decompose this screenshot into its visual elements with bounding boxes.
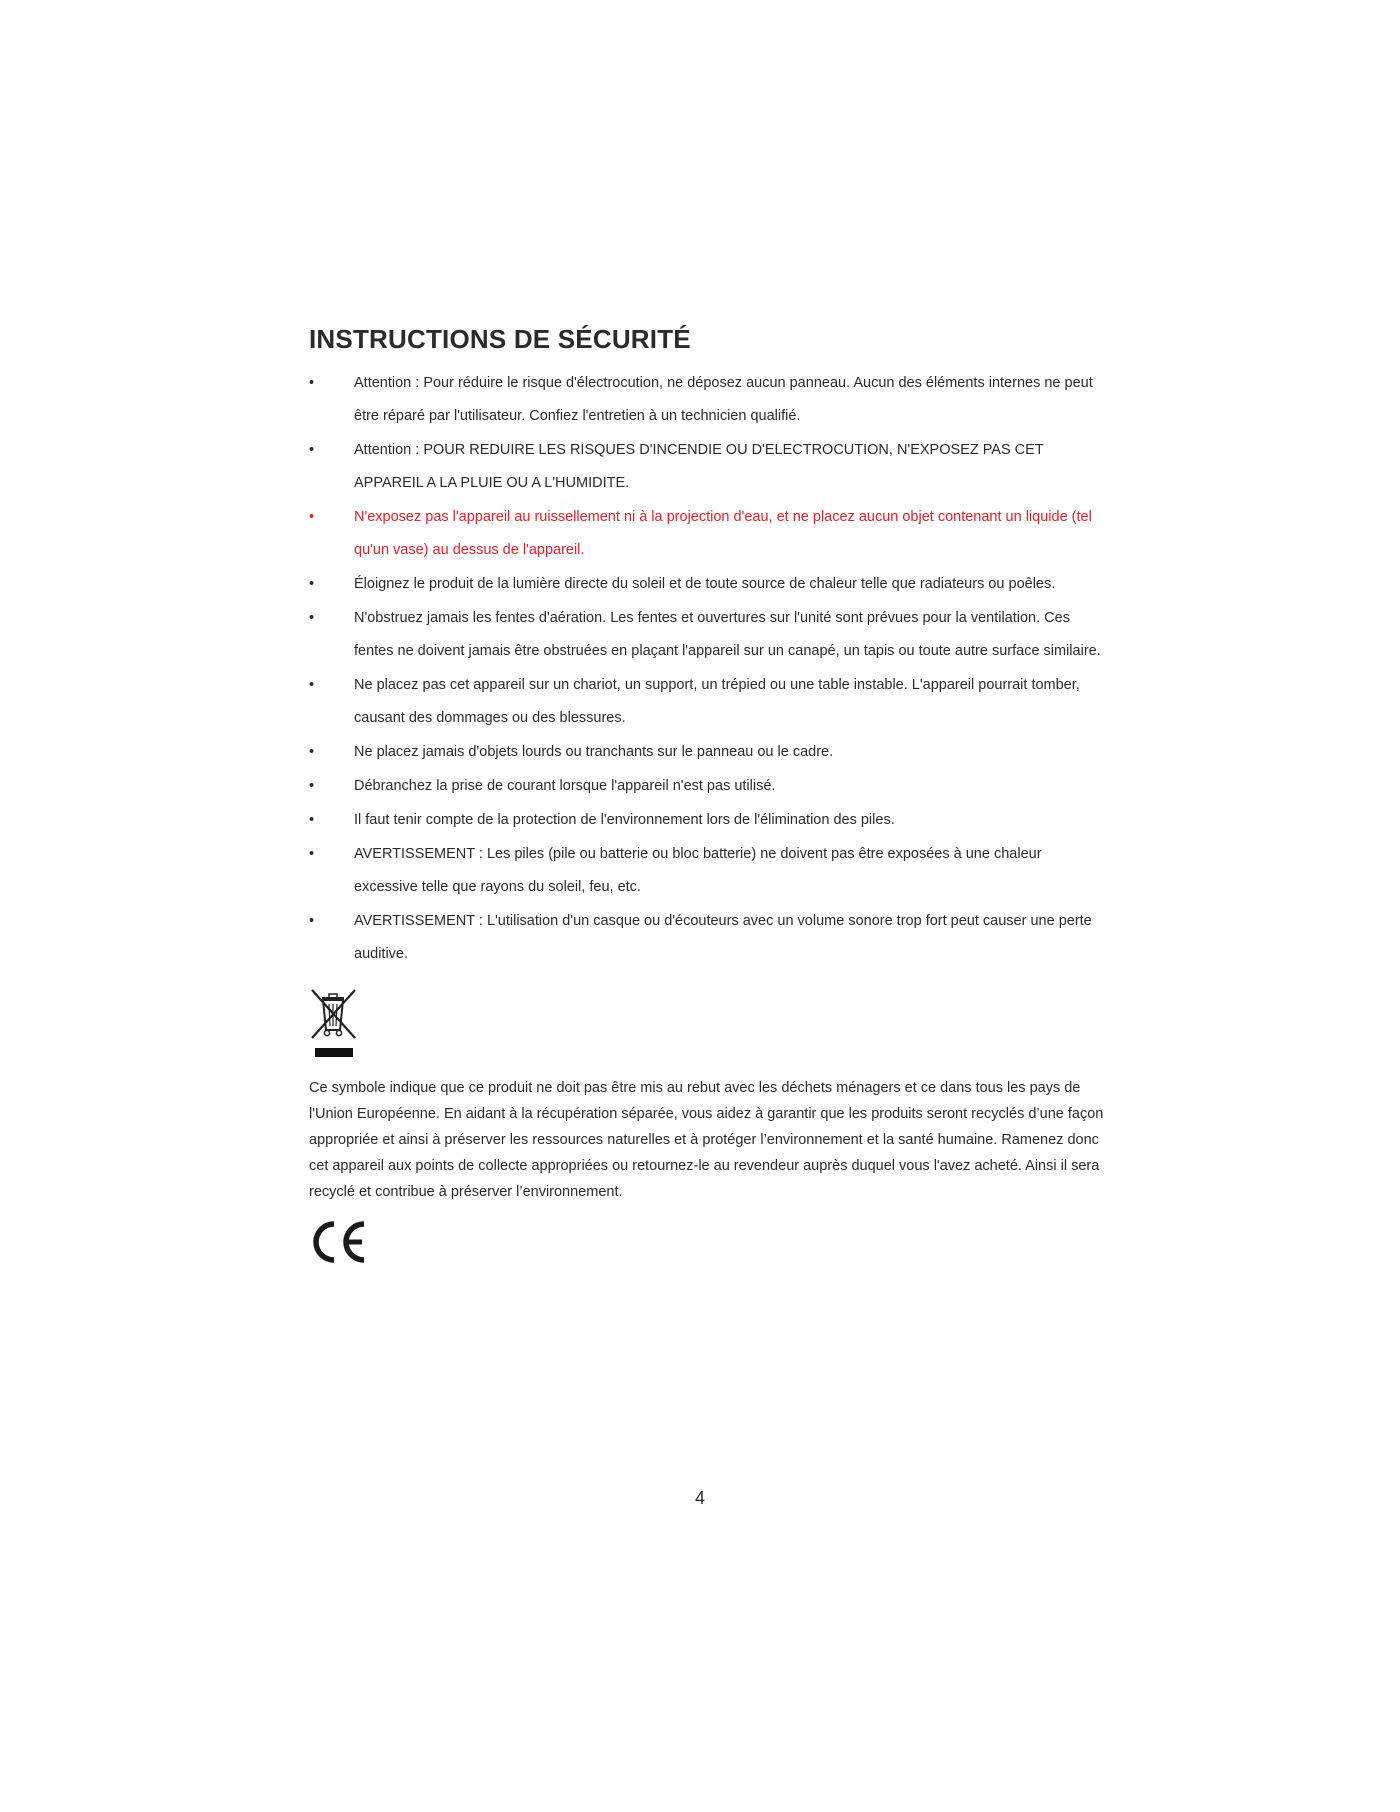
safety-section xyxy=(309,324,1104,1264)
bullet-icon: • xyxy=(309,442,315,458)
instruction-item xyxy=(309,434,1104,500)
instruction-text: Attention : Pour réduire le risque d'électrocution, ne déposez aucun panneau. Aucun des éléments internes ne peut être réparé par l'utilisateur. Confiez l'entretien à un technicien qualifié. xyxy=(354,375,1093,424)
instruction-item xyxy=(309,838,1104,904)
bullet-icon: • xyxy=(309,375,315,391)
bullet-icon: • xyxy=(309,509,315,525)
instruction-item xyxy=(309,770,1104,803)
instruction-item xyxy=(309,568,1104,601)
instruction-item xyxy=(309,669,1104,735)
bullet-icon: • xyxy=(309,812,315,828)
instruction-text: Il faut tenir compte de la protection de l'environnement lors de l'élimination des piles. xyxy=(354,812,895,828)
instruction-item xyxy=(309,736,1104,769)
page-number: 4 xyxy=(694,1488,705,1508)
instruction-text: Ne placez jamais d'objets lourds ou tranchants sur le panneau ou le cadre. xyxy=(354,744,834,760)
instruction-text: Éloignez le produit de la lumière directe du soleil et de toute source de chaleur telle que radiateurs ou poêles. xyxy=(354,576,1056,592)
crossed-out-wheeled-bin-icon xyxy=(309,989,357,1059)
page-title: INSTRUCTIONS DE SÉCURITÉ xyxy=(309,324,691,354)
bullet-icon: • xyxy=(309,677,315,693)
bullet-icon: • xyxy=(309,913,315,929)
bullet-icon: • xyxy=(309,846,315,862)
bullet-icon: • xyxy=(309,576,315,592)
instruction-text: Ne placez pas cet appareil sur un chariot, un support, un trépied ou une table instable. L'appareil pourrait tomber, causant des dommages ou des blessures. xyxy=(354,677,1080,726)
bullet-icon: • xyxy=(309,744,315,760)
instructions-list xyxy=(309,367,1104,971)
instruction-item xyxy=(309,905,1104,971)
bullet-icon: • xyxy=(309,778,315,794)
instruction-item xyxy=(309,804,1104,837)
disposal-paragraph: Ce symbole indique que ce produit ne doit pas être mis au rebut avec les déchets ménagers et ce dans tous les pays de l'Union Européenne. En aidant à la récupération séparée, vous aidez à garantir que les produits seront recyclés d’une façon appropriée et ainsi à préserver les ressources naturelles et à protéger l’environnement et la santé humaine. Ramenez donc cet appareil aux points de collecte appropriées ou retournez-le au revendeur auprès duquel vous l'avez acheté. Ainsi il sera recyclé et contribue à préserver l’environnement. xyxy=(309,1080,1104,1200)
ce-mark-icon xyxy=(309,1220,369,1264)
bullet-icon: • xyxy=(309,610,315,626)
instruction-text: Attention : POUR REDUIRE LES RISQUES D'INCENDIE OU D'ELECTROCUTION, N'EXPOSEZ PAS CET APPAREIL A LA PLUIE OU A L'HUMIDITE. xyxy=(354,442,1044,491)
instruction-item xyxy=(309,602,1104,668)
instruction-text: Débranchez la prise de courant lorsque l'appareil n'est pas utilisé. xyxy=(354,778,776,794)
instruction-text: AVERTISSEMENT : L'utilisation d'un casque ou d'écouteurs avec un volume sonore trop fort peut causer une perte auditive. xyxy=(354,913,1092,962)
instruction-item xyxy=(309,501,1104,567)
instruction-text: AVERTISSEMENT : Les piles (pile ou batterie ou bloc batterie) ne doivent pas être exposées à une chaleur excessive telle que rayons du soleil, feu, etc. xyxy=(354,846,1042,895)
instruction-item xyxy=(309,367,1104,433)
instruction-text: N'exposez pas l'appareil au ruissellement ni à la projection d'eau, et ne placez aucun objet contenant un liquide (tel qu'un vase) au dessus de l'appareil. xyxy=(354,509,1092,558)
instruction-text: N'obstruez jamais les fentes d'aération. Les fentes et ouvertures sur l'unité sont prévues pour la ventilation. Ces fentes ne doivent jamais être obstruées en plaçant l'appareil sur un canapé, un tapis ou toute autre surface similaire. xyxy=(354,610,1101,659)
